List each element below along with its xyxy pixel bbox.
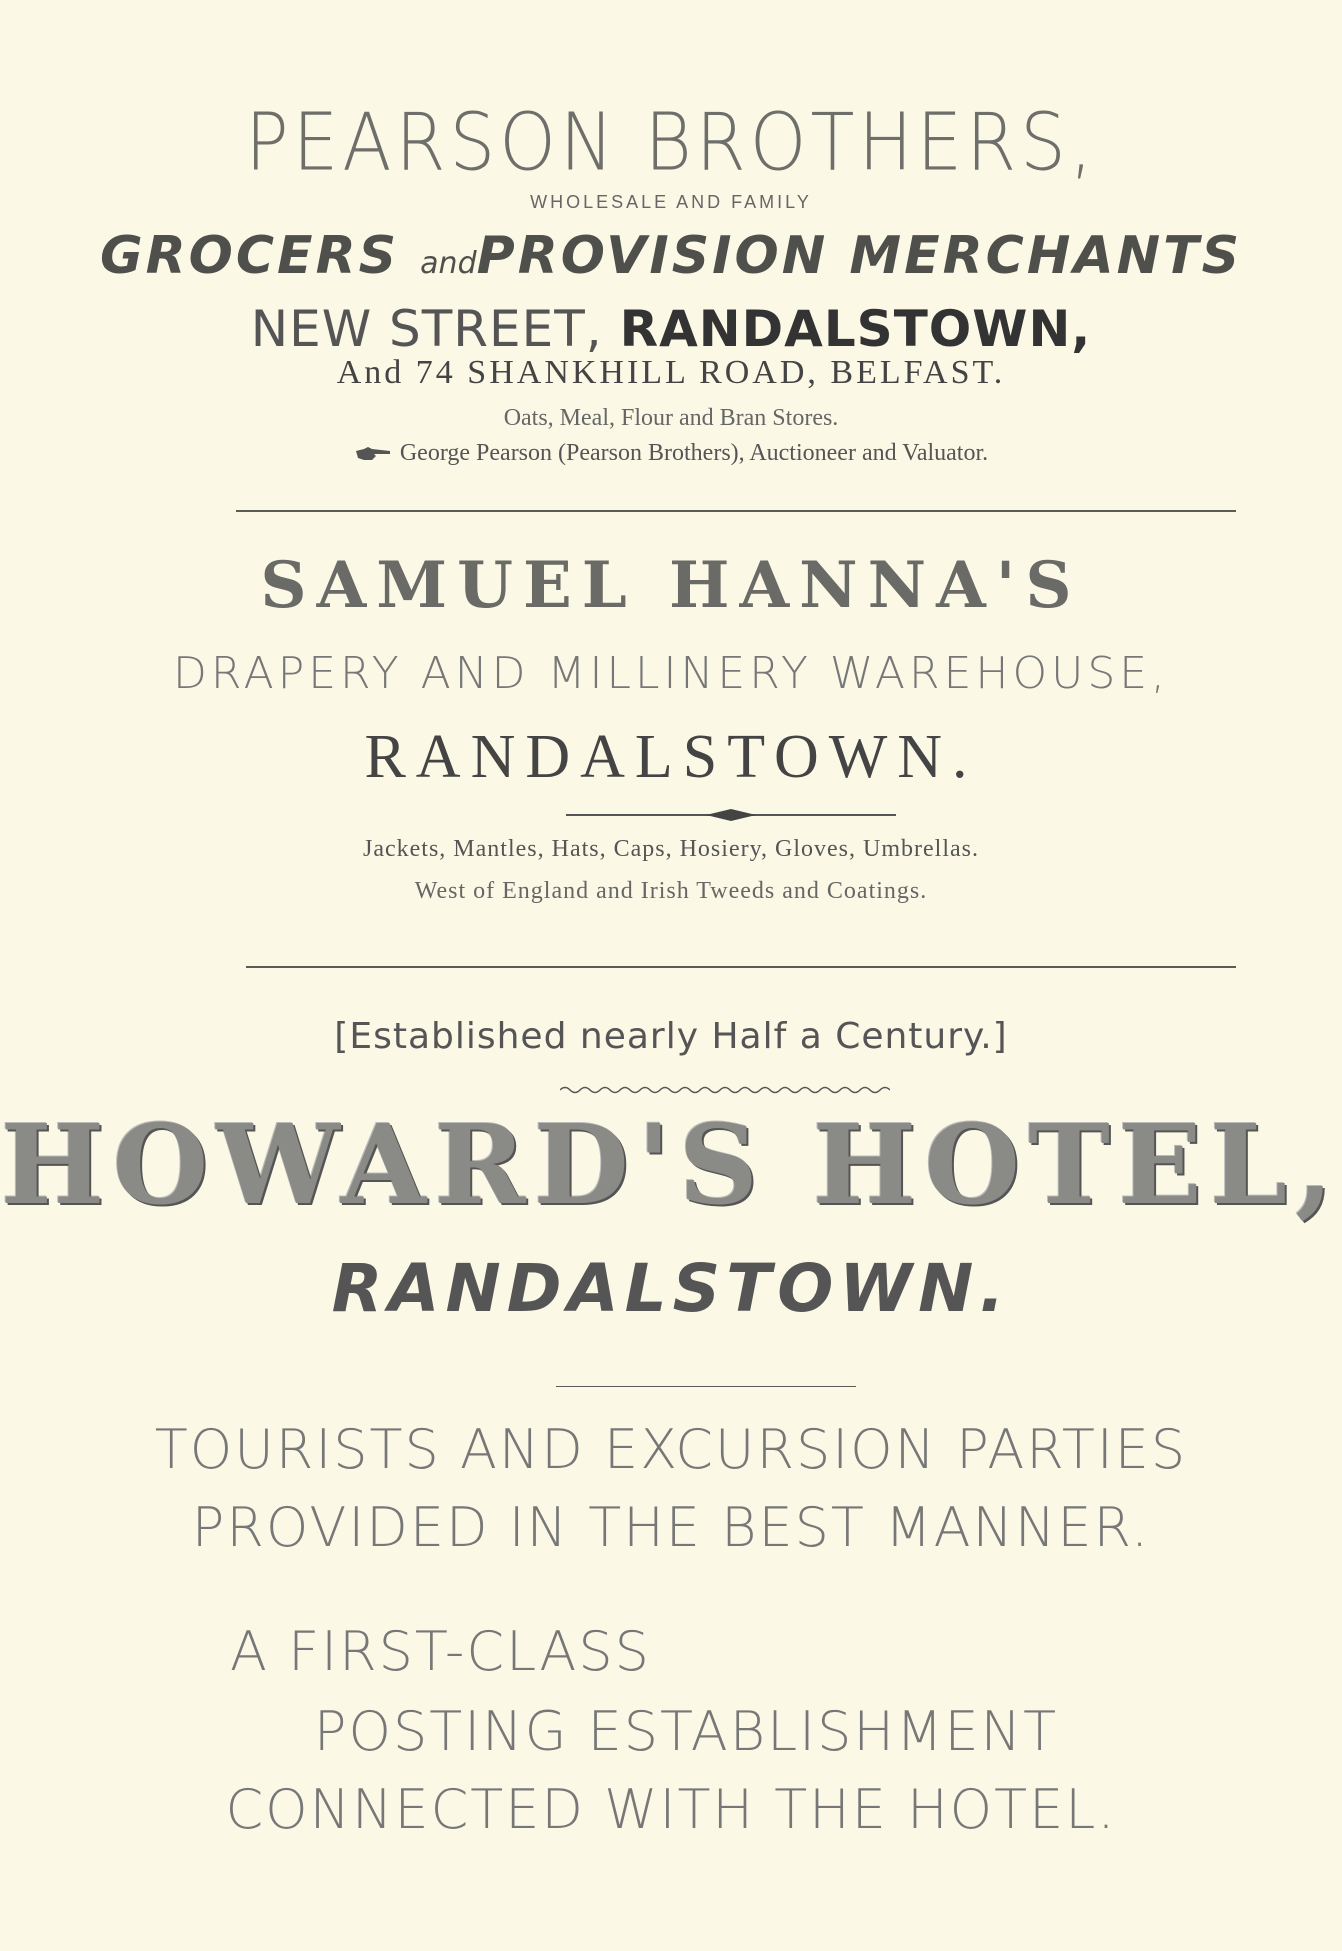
pearson-trade-and: and	[420, 246, 477, 281]
pearson-town: RANDALSTOWN,	[619, 300, 1092, 358]
pearson-trade-provision: PROVISION MERCHANTS	[476, 226, 1243, 286]
howard-title: HOWARD'S HOTEL,	[0, 1100, 1342, 1229]
hanna-town: RANDALSTOWN.	[364, 723, 978, 791]
pearson-street: NEW STREET,	[250, 300, 603, 358]
pearson-auctioneer-line	[0, 440, 1342, 467]
divider-rule	[556, 1386, 856, 1387]
pearson-trade-grocers: GROCERS	[99, 226, 400, 286]
pearson-auctioneer-text: George Pearson (Pearson Brothers), Auctioneer and Valuator.	[399, 440, 989, 466]
pearson-trade	[0, 226, 1342, 286]
howard-tourists-line: TOURISTS AND EXCURSION PARTIES	[154, 1418, 1188, 1481]
divider-rule	[236, 510, 1236, 512]
wavy-divider	[560, 1082, 890, 1092]
howard-connected-line: CONNECTED WITH THE HOTEL.	[225, 1778, 1117, 1841]
pearson-subtitle: WHOLESALE AND FAMILY	[530, 192, 812, 212]
hanna-goods: Jackets, Mantles, Hats, Caps, Hosiery, Gloves, Umbrellas.	[362, 836, 979, 862]
hanna-business: DRAPERY AND MILLINERY WAREHOUSE,	[172, 648, 1170, 699]
ornament-divider	[566, 808, 896, 820]
divider-rule	[246, 966, 1236, 968]
pointing-hand-icon	[354, 445, 392, 463]
pearson-stores: Oats, Meal, Flour and Bran Stores.	[503, 405, 839, 431]
howard-provided-line: PROVIDED IN THE BEST MANNER.	[191, 1496, 1151, 1559]
howard-established: [Established nearly Half a Century.]	[334, 1016, 1008, 1057]
pearson-title: PEARSON BROTHERS,	[245, 95, 1097, 189]
hanna-title: SAMUEL HANNA'S	[260, 548, 1082, 623]
howard-first-class-line: A FIRST-CLASS	[230, 1620, 651, 1683]
howard-town: RANDALSTOWN.	[331, 1250, 1011, 1327]
hanna-tweeds: West of England and Irish Tweeds and Coatings.	[414, 878, 928, 904]
pearson-address	[0, 300, 1342, 358]
howard-posting-line: POSTING ESTABLISHMENT	[313, 1700, 1059, 1763]
pearson-belfast-address: And 74 SHANKHILL ROAD, BELFAST.	[336, 354, 1006, 391]
